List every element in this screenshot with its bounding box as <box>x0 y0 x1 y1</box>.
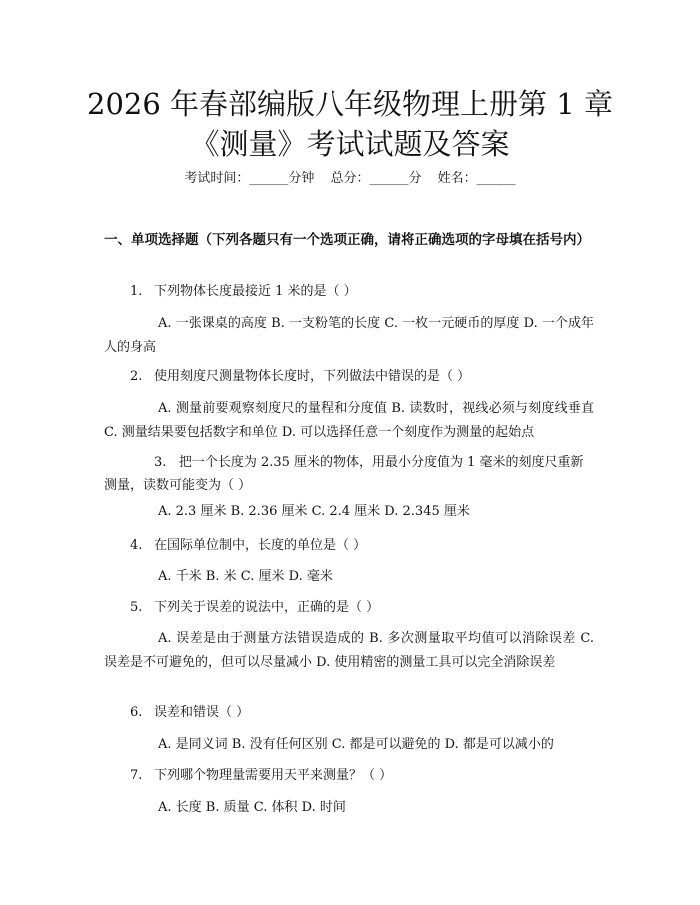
question-text: 下列物体长度最接近 1 米的是（ ） <box>154 284 357 299</box>
question-number: 7. <box>130 768 143 783</box>
question-text: 使用刻度尺测量物体长度时，下列做法中错误的是（ ） <box>154 369 471 384</box>
exam-score: 总分：______分 <box>330 171 422 186</box>
question-text: 下列关于误差的说法中，正确的是（ ） <box>154 600 380 615</box>
question-number: 5. <box>130 600 143 615</box>
question-number: 4. <box>130 538 143 553</box>
question-3 <box>104 451 594 497</box>
question-text: 把一个长度为 2.35 厘米的物体，用最小分度值为 1 毫米的刻度尺重新测量，读数可能变为（ ） <box>104 455 584 493</box>
question-text: 误差和错误（ ） <box>154 705 250 720</box>
question-3-options: A. 2.3 厘米 B. 2.36 厘米 C. 2.4 厘米 D. 2.345 厘米 <box>158 504 470 519</box>
question-7-options: A. 长度 B. 质量 C. 体积 D. 时间 <box>158 800 346 815</box>
question-text: 在国际单位制中，长度的单位是（ ） <box>154 538 367 553</box>
section-heading: 一、单项选择题（下列各题只有一个选项正确，请将正确选项的字母填在括号内） <box>104 232 590 248</box>
exam-time: 考试时间：______分钟 <box>184 171 315 186</box>
question-1 <box>104 282 594 302</box>
question-6-options: A. 是同义词 B. 没有任何区别 C. 都是可以避免的 D. 都是可以减小的 <box>158 737 554 752</box>
question-number: 3. <box>154 455 167 470</box>
student-name: 姓名：______ <box>437 171 516 186</box>
question-text: 下列哪个物理量需要用天平来测量？（ ） <box>154 768 393 783</box>
question-4 <box>104 536 594 556</box>
question-2-options: A. 测量前要观察刻度尺的量程和分度值 B. 读数时，视线必须与刻度线垂直 C. 测量结果要包括数字和单位 D. 可以选择任意一个刻度作为测量的起始点 <box>104 401 594 440</box>
exam-meta <box>0 170 700 188</box>
question-6 <box>104 703 594 723</box>
question-1-options: A. 一张课桌的高度 B. 一支粉笔的长度 C. 一枚一元硬币的厚度 D. 一个成年人的身高 <box>104 316 594 355</box>
question-number: 2. <box>130 369 143 384</box>
question-number: 1. <box>130 284 143 299</box>
question-4-options: A. 千米 B. 米 C. 厘米 D. 毫米 <box>158 569 333 584</box>
question-number: 6. <box>130 705 143 720</box>
question-5 <box>104 598 594 618</box>
question-7 <box>104 766 594 786</box>
question-2 <box>104 367 594 387</box>
question-5-options: A. 误差是由于测量方法错误造成的 B. 多次测量取平均值可以消除误差 C. 误差是不可避免的，但可以尽量减小 D. 使用精密的测量工具可以完全消除误差 <box>104 631 594 670</box>
page-title: 2026 年春部编版八年级物理上册第 1 章《测量》考试试题及答案 <box>87 87 613 161</box>
